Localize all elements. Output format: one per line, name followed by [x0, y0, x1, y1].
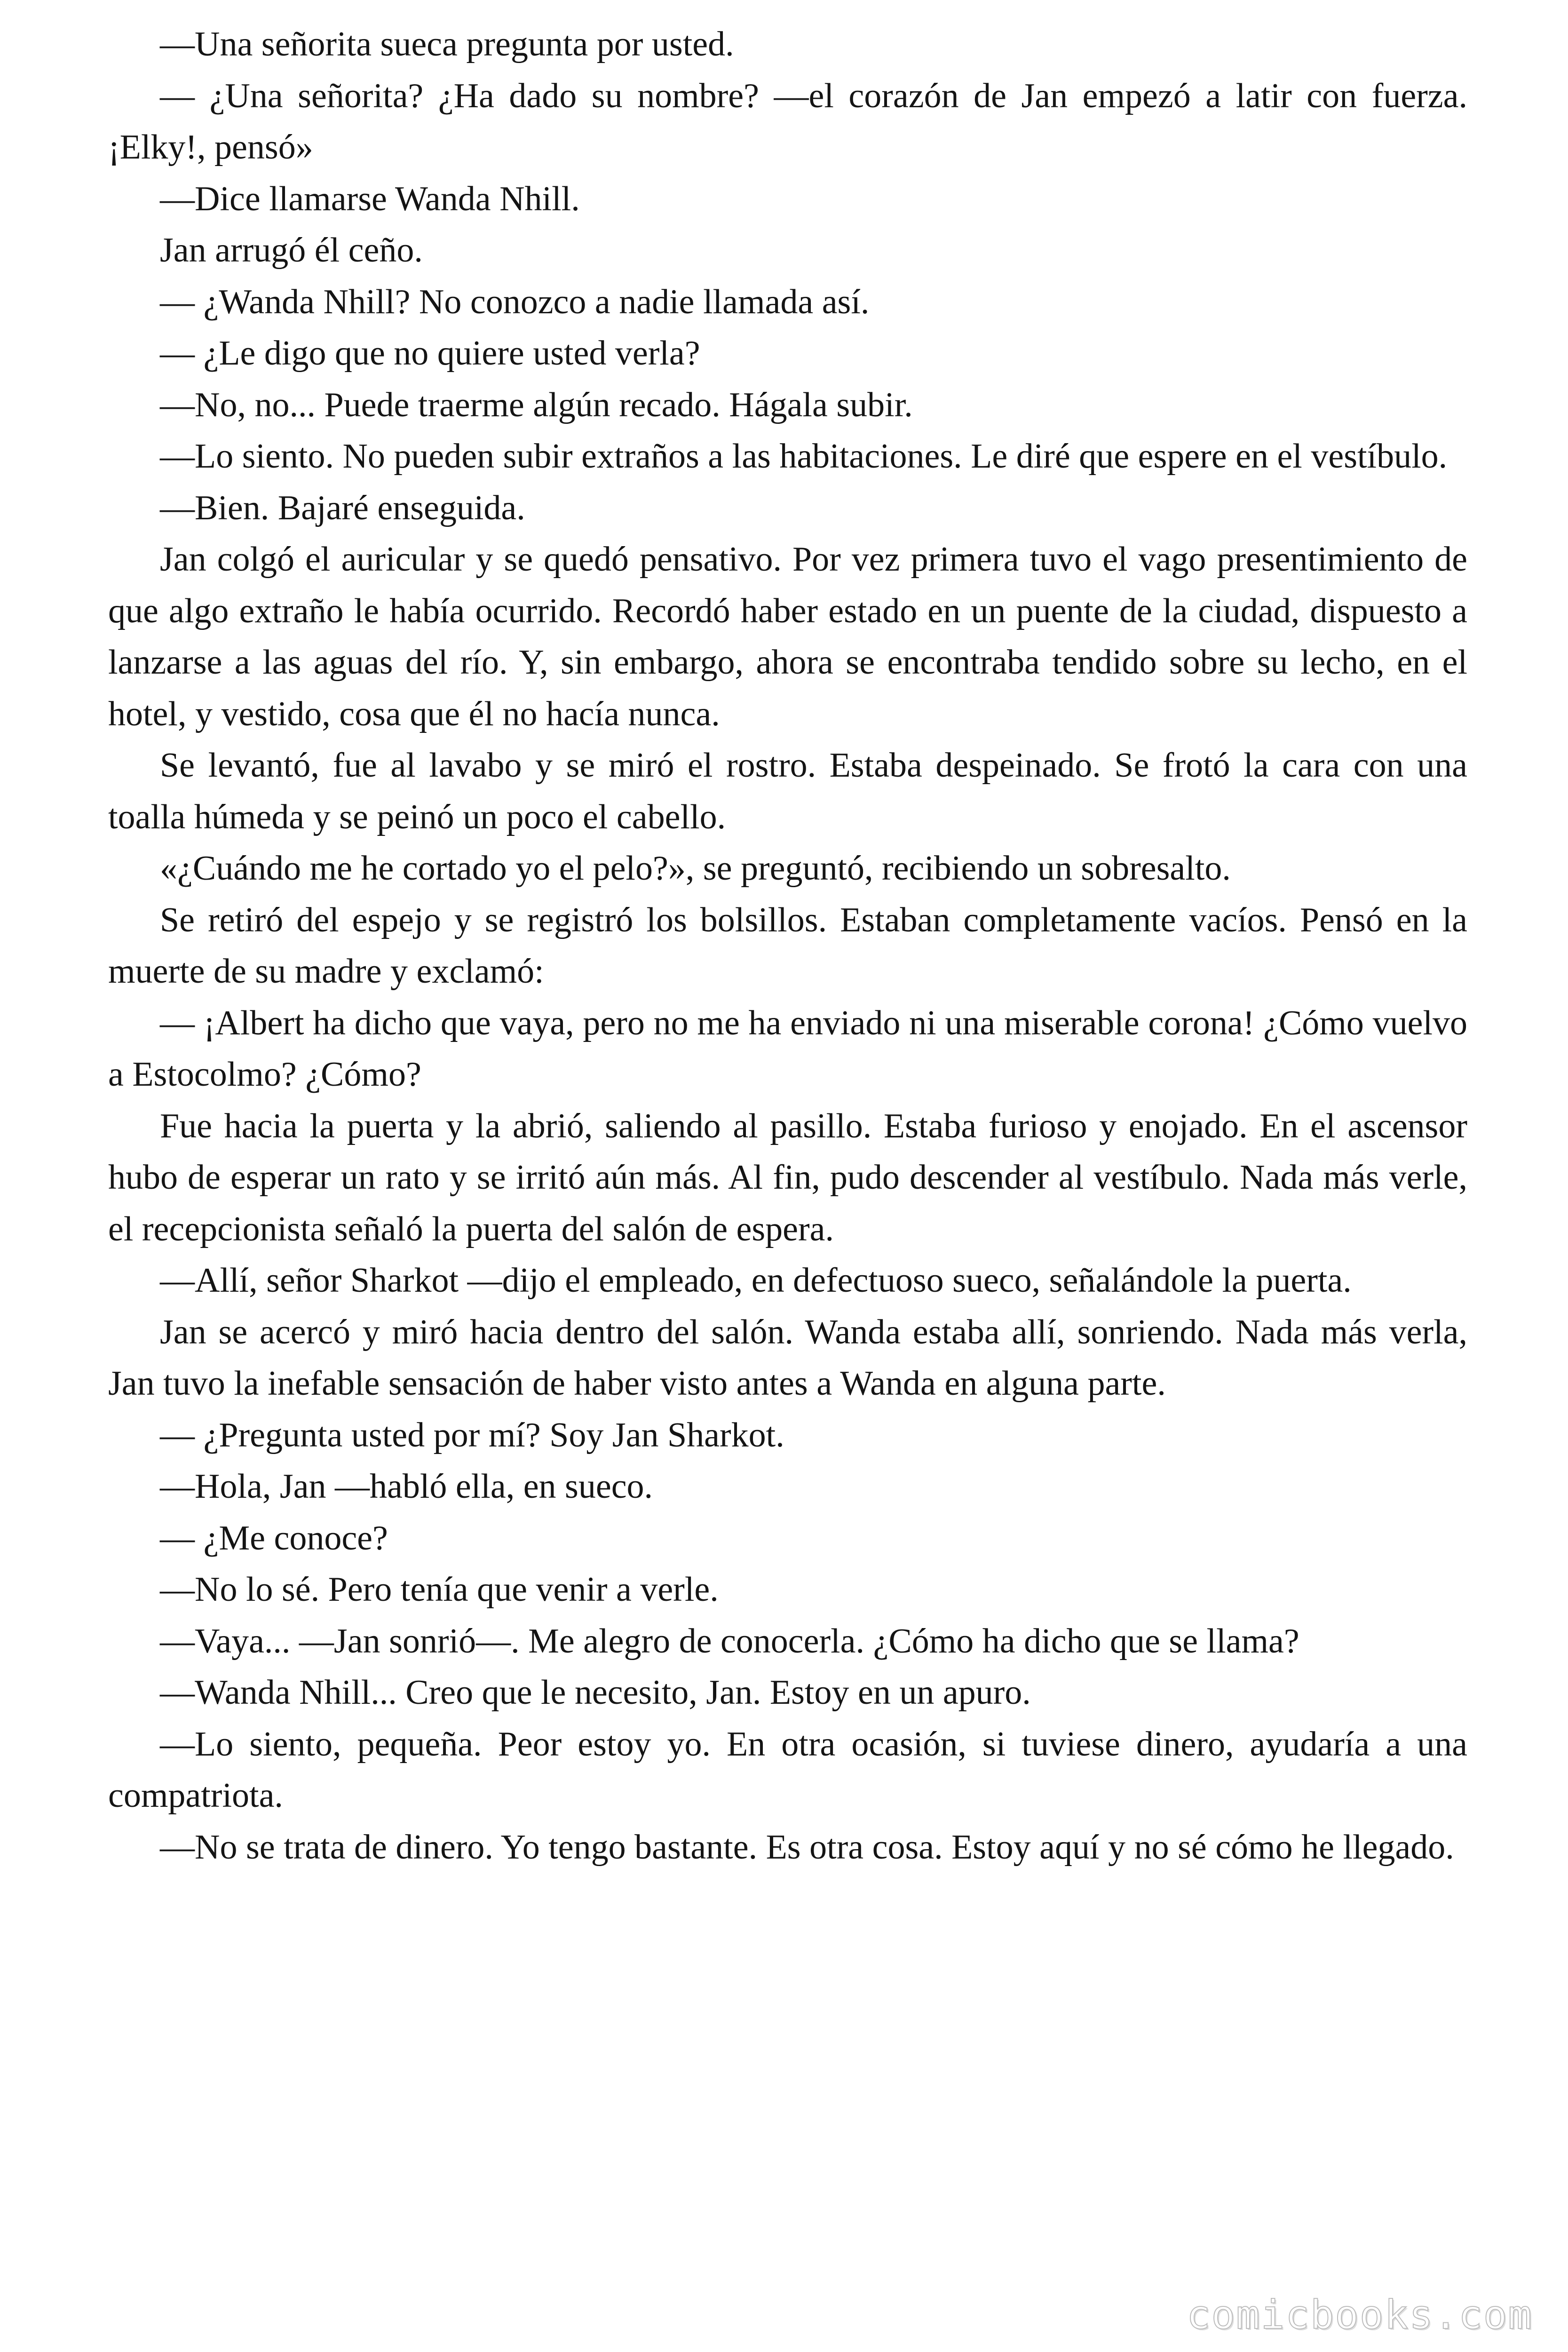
paragraph: — ¿Le digo que no quiere usted verla? [160, 334, 700, 373]
paragraph: — ¡Albert ha dicho que vaya, pero no me ha enviado ni una miserable corona! ¿Cómo vuelvo a Estocolmo? ¿Cómo? [108, 1003, 1467, 1094]
paragraph: Jan se acercó y miró hacia dentro del salón. Wanda estaba allí, sonriendo. Nada más verla, Jan tuvo la inefable sensación de haber visto antes a Wanda en alguna parte. [108, 1312, 1467, 1403]
paragraph: —Una señorita sueca pregunta por usted. [160, 25, 734, 64]
paragraph: — ¿Una señorita? ¿Ha dado su nombre? —el corazón de Jan empezó a latir con fuerza. ¡Elky!, pensó» [108, 76, 1467, 167]
paragraph: —No, no... Puede traerme algún recado. Hágala subir. [160, 385, 913, 424]
paragraph: Jan arrugó él ceño. [160, 231, 423, 270]
paragraph: «¿Cuándo me he cortado yo el pelo?», se preguntó, recibiendo un sobresalto. [160, 849, 1231, 888]
paragraph: —No lo sé. Pero tenía que venir a verle. [160, 1570, 719, 1609]
paragraph: Se levantó, fue al lavabo y se miró el rostro. Estaba despeinado. Se frotó la cara con una toalla húmeda y se peinó un poco el cabello. [108, 746, 1467, 836]
paragraph: — ¿Me conoce? [160, 1518, 388, 1557]
paragraph: —Hola, Jan —habló ella, en sueco. [160, 1467, 653, 1506]
document-page [108, 19, 1467, 1873]
paragraph: — ¿Pregunta usted por mí? Soy Jan Sharkot. [160, 1415, 784, 1454]
paragraph: —No se trata de dinero. Yo tengo bastante. Es otra cosa. Estoy aquí y no sé cómo he llegado. [160, 1828, 1454, 1867]
paragraph: — ¿Wanda Nhill? No conozco a nadie llamada así. [160, 282, 870, 321]
paragraph: —Bien. Bajaré enseguida. [160, 488, 525, 527]
paragraph: —Wanda Nhill... Creo que le necesito, Jan. Estoy en un apuro. [160, 1673, 1031, 1712]
paragraph: —Lo siento. No pueden subir extraños a las habitaciones. Le diré que espere en el vestíbulo. [160, 437, 1448, 476]
paragraph: —Allí, señor Sharkot —dijo el empleado, en defectuoso sueco, señalándole la puerta. [160, 1261, 1352, 1300]
paragraph: —Vaya... —Jan sonrió—. Me alegro de conocerla. ¿Cómo ha dicho que se llama? [160, 1621, 1299, 1661]
paragraph: —Dice llamarse Wanda Nhill. [160, 179, 580, 218]
paragraph: Fue hacia la puerta y la abrió, saliendo al pasillo. Estaba furioso y enojado. En el ascensor hubo de esperar un rato y se irritó aún más. Al fin, pudo descender al vestíbulo. Nada más verle, el recepcionista señaló la puerta del salón de espera. [108, 1106, 1467, 1248]
paragraph: Jan colgó el auricular y se quedó pensativo. Por vez primera tuvo el vago presentimiento de que algo extraño le había ocurrido. Recordó haber estado en un puente de la ciudad, dispuesto a lanzarse a las aguas del río. Y, sin embargo, ahora se encontraba tendido sobre su lecho, en el hotel, y vestido, cosa que él no hacía nunca. [108, 540, 1467, 733]
paragraph: —Lo siento, pequeña. Peor estoy yo. En otra ocasión, si tuviese dinero, ayudaría a una compatriota. [108, 1724, 1467, 1815]
watermark: comicbooks.com [1186, 2292, 1533, 2338]
paragraph: Se retiró del espejo y se registró los bolsillos. Estaban completamente vacíos. Pensó en la muerte de su madre y exclamó: [108, 900, 1467, 991]
